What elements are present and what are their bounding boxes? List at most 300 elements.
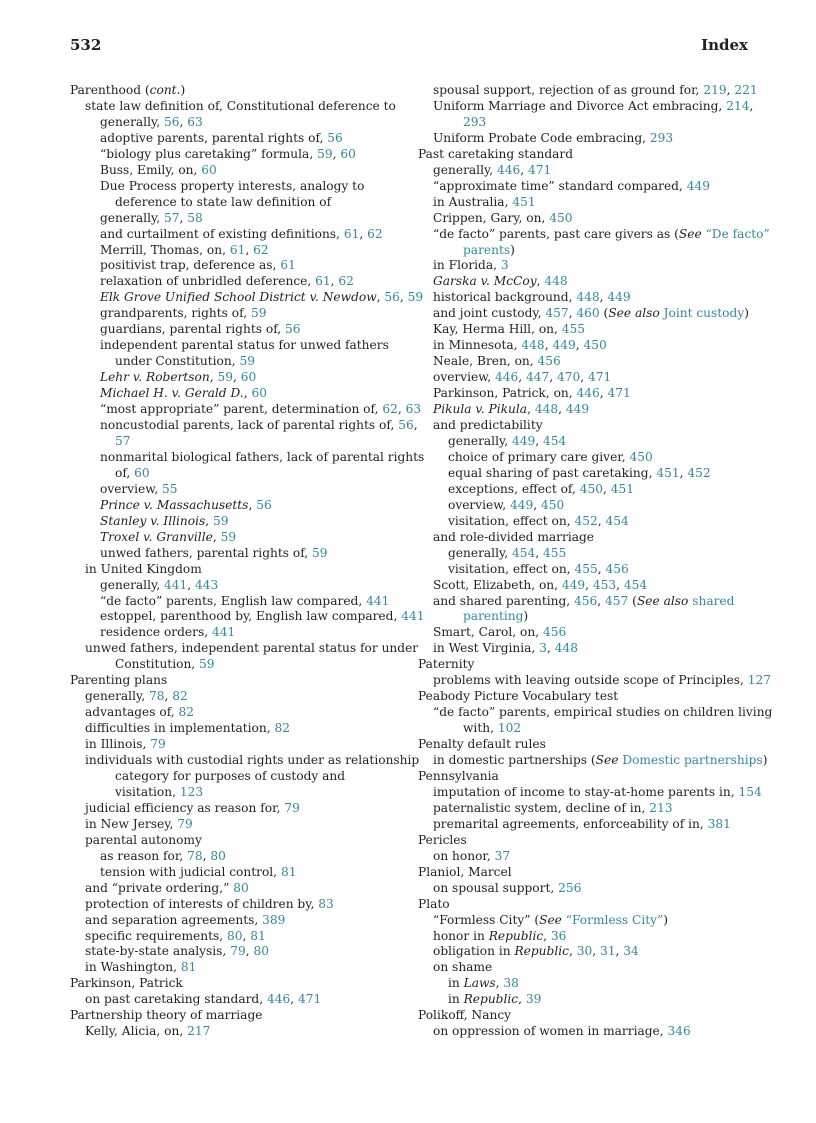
index-entry bbox=[70, 833, 405, 849]
page-reference[interactable]: parenting bbox=[463, 609, 524, 624]
page-reference[interactable]: 79 bbox=[230, 944, 246, 959]
index-entry bbox=[70, 992, 405, 1008]
index-term: of, bbox=[115, 465, 135, 480]
index-term: Partnership theory of marriage bbox=[70, 1008, 263, 1023]
page-reference[interactable]: 123 bbox=[179, 784, 204, 799]
page-reference[interactable]: 455 bbox=[543, 545, 567, 560]
index-term: , bbox=[245, 242, 254, 257]
index-entry bbox=[70, 689, 405, 705]
page-header bbox=[70, 36, 748, 56]
index-term: , bbox=[397, 402, 406, 417]
index-term-italic: Pikula v. Pikula bbox=[433, 402, 528, 417]
index-term: protection of interests of children by, bbox=[85, 896, 319, 911]
page-reference[interactable]: 450 bbox=[629, 449, 653, 464]
index-term: in Washington, bbox=[85, 960, 181, 975]
index-term: “de facto” parents, English law compared, bbox=[100, 593, 367, 608]
index-term: , bbox=[597, 513, 606, 528]
index-term: independent parental status for unwed fathers bbox=[100, 338, 389, 353]
page-reference[interactable]: “De facto” bbox=[705, 226, 770, 241]
page-reference[interactable]: 213 bbox=[649, 800, 673, 815]
index-term: overview, bbox=[448, 497, 510, 512]
index-term-italic: Troxel v. Granville bbox=[100, 529, 213, 544]
page-reference[interactable]: 456 bbox=[605, 561, 629, 576]
page-reference[interactable]: “Formless City” bbox=[565, 912, 664, 927]
index-term: specific requirements, bbox=[85, 928, 227, 943]
page-reference[interactable]: 451 bbox=[610, 481, 635, 496]
page-reference[interactable]: 83 bbox=[318, 896, 334, 911]
index-term: , bbox=[290, 992, 298, 1007]
index-term: premarital agreements, enforceability of in, bbox=[433, 816, 708, 831]
index-term: on past caretaking standard, bbox=[85, 992, 267, 1007]
index-entry bbox=[70, 721, 405, 737]
index-term: ( bbox=[628, 593, 637, 608]
index-term: obligation in bbox=[433, 944, 515, 959]
page-reference[interactable]: 62 bbox=[338, 274, 354, 289]
page-reference[interactable]: 59 bbox=[213, 513, 229, 528]
page-reference[interactable]: 59 bbox=[317, 146, 333, 161]
page-reference[interactable]: 37 bbox=[494, 848, 511, 863]
index-term: , bbox=[212, 529, 221, 544]
index-term: adoptive parents, parental rights of, bbox=[100, 130, 328, 145]
page-reference[interactable]: 60 bbox=[134, 465, 150, 480]
page-reference[interactable]: 256 bbox=[558, 880, 582, 895]
index-column-right bbox=[418, 83, 773, 1040]
index-term: , bbox=[518, 370, 527, 385]
page-reference[interactable]: 31 bbox=[599, 944, 616, 959]
index-entry bbox=[418, 673, 772, 689]
index-entry bbox=[418, 147, 758, 163]
page-reference[interactable]: 34 bbox=[623, 944, 639, 959]
page-reference[interactable]: 56 bbox=[327, 130, 343, 145]
index-entry bbox=[70, 944, 405, 960]
index-entry bbox=[70, 1008, 405, 1024]
index-entry bbox=[418, 865, 758, 881]
page-reference[interactable]: 471 bbox=[607, 386, 631, 401]
page-reference[interactable]: 452 bbox=[574, 513, 598, 528]
index-term: state law definition of, Constitutional deference to bbox=[85, 98, 396, 113]
page-reference[interactable]: 60 bbox=[240, 370, 257, 385]
index-term: Scott, Elizabeth, on, bbox=[433, 577, 562, 592]
page-reference[interactable]: Joint custody bbox=[663, 306, 745, 321]
index-term: and joint custody, bbox=[433, 306, 546, 321]
page-reference[interactable]: 3 bbox=[500, 258, 509, 273]
index-term: as reason for, bbox=[100, 848, 188, 863]
index-entry bbox=[70, 849, 405, 865]
page-reference[interactable]: 62 bbox=[253, 242, 269, 257]
index-term: and separation agreements, bbox=[85, 912, 263, 927]
index-term: , bbox=[520, 162, 528, 177]
page-reference[interactable]: 79 bbox=[284, 800, 300, 815]
page-reference[interactable]: 102 bbox=[497, 721, 522, 736]
page-reference[interactable]: 57 bbox=[115, 433, 131, 448]
page-reference[interactable]: 127 bbox=[747, 673, 772, 688]
index-entry bbox=[418, 195, 758, 211]
index-entry bbox=[418, 99, 758, 115]
index-entry bbox=[418, 913, 758, 929]
index-term: under Constitution, bbox=[115, 354, 240, 369]
page-reference[interactable]: 448 bbox=[544, 274, 568, 289]
index-term: in Illinois, bbox=[85, 737, 151, 752]
page-reference[interactable]: 62 bbox=[367, 226, 383, 241]
index-entry bbox=[70, 897, 405, 913]
page-reference[interactable]: 30 bbox=[576, 944, 593, 959]
page-reference[interactable]: 446 bbox=[266, 992, 291, 1007]
index-entry bbox=[418, 163, 758, 179]
page-reference[interactable]: 79 bbox=[150, 737, 166, 752]
page-reference[interactable]: 457 bbox=[545, 306, 569, 321]
index-entry bbox=[418, 594, 758, 610]
index-entry bbox=[70, 338, 405, 354]
page-reference[interactable]: 451 bbox=[656, 465, 680, 480]
page-reference[interactable]: 454 bbox=[605, 513, 629, 528]
index-term-italic: Laws bbox=[463, 976, 496, 991]
page-reference[interactable]: 456 bbox=[542, 625, 567, 640]
page-reference[interactable]: 59 bbox=[407, 290, 424, 305]
index-term: generally, bbox=[433, 162, 497, 177]
index-entry bbox=[70, 227, 405, 243]
page-reference[interactable]: 346 bbox=[667, 1024, 691, 1039]
page-reference[interactable]: 471 bbox=[528, 162, 552, 177]
index-term: Merrill, Thomas, on, bbox=[100, 242, 230, 257]
page-reference[interactable]: 80 bbox=[233, 880, 249, 895]
index-column-left bbox=[70, 83, 425, 1040]
index-term: Pennsylvania bbox=[418, 768, 499, 783]
index-term: ) bbox=[762, 753, 768, 768]
page-reference[interactable]: 457 bbox=[605, 593, 629, 608]
index-entry bbox=[70, 881, 405, 897]
index-entry bbox=[418, 944, 758, 960]
index-term: “Formless City” ( bbox=[433, 912, 540, 927]
index-term: ) bbox=[744, 306, 749, 321]
page-reference[interactable]: 454 bbox=[511, 545, 536, 560]
index-entry bbox=[70, 609, 425, 625]
page-number: 532 bbox=[70, 36, 102, 54]
index-entry bbox=[70, 99, 405, 115]
index-term: Polikoff, Nancy bbox=[418, 1008, 512, 1023]
index-term: Paternity bbox=[418, 657, 475, 672]
page-reference[interactable]: 441 bbox=[401, 609, 425, 624]
index-term-italic: See bbox=[678, 226, 702, 241]
page-reference[interactable]: 389 bbox=[262, 912, 286, 927]
index-term: , bbox=[248, 497, 257, 512]
page-reference[interactable]: 449 bbox=[607, 290, 631, 305]
page-reference[interactable]: 63 bbox=[187, 114, 203, 129]
page-reference[interactable]: 63 bbox=[405, 402, 422, 417]
index-term: , bbox=[495, 976, 504, 991]
page-reference[interactable]: 471 bbox=[297, 992, 322, 1007]
page-reference[interactable]: 3 bbox=[539, 641, 547, 656]
page-reference[interactable]: 449 bbox=[686, 178, 710, 193]
index-entry bbox=[418, 514, 758, 530]
page-reference[interactable]: 447 bbox=[526, 370, 550, 385]
index-entry bbox=[418, 115, 758, 131]
page-reference[interactable]: 56 bbox=[163, 114, 180, 129]
page-reference[interactable]: 453 bbox=[592, 577, 617, 592]
page-reference[interactable]: 58 bbox=[187, 210, 203, 225]
index-term: , bbox=[749, 98, 754, 113]
page-reference[interactable]: 448 bbox=[534, 402, 559, 417]
index-term: unwed fathers, independent parental status for under bbox=[85, 641, 419, 656]
index-entry bbox=[70, 594, 405, 610]
page-reference[interactable]: 81 bbox=[250, 928, 266, 943]
index-term: on oppression of women in marriage, bbox=[433, 1024, 668, 1039]
index-term: ) bbox=[510, 242, 515, 257]
index-entry bbox=[418, 817, 758, 833]
index-term: in domestic partnerships ( bbox=[433, 753, 596, 768]
page-reference[interactable]: 456 bbox=[574, 593, 598, 608]
page-reference[interactable]: 80 bbox=[226, 928, 243, 943]
page-reference[interactable]: 59 bbox=[199, 657, 215, 672]
page-reference[interactable]: 456 bbox=[537, 354, 561, 369]
index-term: , bbox=[245, 944, 254, 959]
index-term: Kelly, Alicia, on, bbox=[85, 1024, 188, 1039]
index-term: Uniform Marriage and Divorce Act embracing, bbox=[433, 98, 727, 113]
index-term: generally, bbox=[85, 689, 149, 704]
page-reference[interactable]: 450 bbox=[579, 481, 604, 496]
index-term-italic: Prince v. Massachusetts bbox=[100, 497, 249, 512]
index-term: generally, bbox=[448, 433, 512, 448]
index-term: , bbox=[597, 593, 606, 608]
index-entry bbox=[418, 753, 768, 769]
index-term: in Florida, bbox=[433, 258, 501, 273]
index-term: in West Virginia, bbox=[433, 641, 540, 656]
page-reference[interactable]: shared bbox=[692, 593, 735, 608]
index-entry bbox=[418, 179, 758, 195]
page-reference[interactable]: 38 bbox=[503, 976, 519, 991]
index-term: equal sharing of past caretaking, bbox=[448, 465, 657, 480]
index-term: , bbox=[726, 83, 735, 97]
index-term: , bbox=[533, 497, 542, 512]
index-entry bbox=[418, 721, 758, 737]
index-entry bbox=[418, 801, 758, 817]
index-entry bbox=[418, 370, 758, 386]
index-term: , bbox=[535, 433, 543, 448]
index-term: Plato bbox=[418, 896, 450, 911]
page-reference[interactable]: 449 bbox=[561, 577, 586, 592]
page-reference[interactable]: 455 bbox=[561, 322, 586, 337]
index-entry bbox=[418, 258, 758, 274]
index-entry bbox=[70, 705, 405, 721]
page-reference[interactable]: 451 bbox=[512, 194, 536, 209]
index-term: and predictability bbox=[433, 418, 543, 433]
page-reference[interactable]: 450 bbox=[583, 338, 607, 353]
page-reference[interactable]: 441 bbox=[163, 577, 188, 592]
index-term: ) bbox=[523, 609, 529, 624]
page-reference[interactable]: 446 bbox=[495, 370, 519, 385]
index-term: , bbox=[597, 561, 606, 576]
page-reference[interactable]: 56 bbox=[384, 290, 400, 305]
page-reference[interactable]: 460 bbox=[576, 306, 600, 321]
index-term: , bbox=[558, 402, 566, 417]
index-entry bbox=[418, 226, 770, 243]
index-entry bbox=[418, 1008, 758, 1024]
index-term: positivist trap, deference as, bbox=[100, 258, 281, 273]
index-term: and “private ordering,” bbox=[85, 880, 234, 895]
index-term-italic: See also bbox=[608, 306, 660, 321]
index-term: “approximate time” standard compared, bbox=[433, 178, 687, 193]
index-term: generally, bbox=[448, 545, 512, 560]
page-reference[interactable]: 219 bbox=[703, 83, 727, 97]
index-entry bbox=[70, 131, 405, 147]
page-reference[interactable]: 214 bbox=[726, 98, 750, 113]
index-entry bbox=[418, 354, 758, 370]
index-entry bbox=[70, 466, 405, 482]
page-reference[interactable]: 471 bbox=[588, 370, 612, 385]
index-term: Buss, Emily, on, bbox=[100, 162, 202, 177]
page-reference[interactable]: 80 bbox=[253, 944, 269, 959]
page-reference[interactable]: 81 bbox=[280, 864, 297, 879]
page-reference[interactable]: 80 bbox=[210, 848, 226, 863]
index-entry bbox=[70, 83, 405, 99]
page-reference[interactable]: 441 bbox=[366, 593, 390, 608]
index-entry bbox=[70, 434, 405, 450]
page-reference[interactable]: 448 bbox=[521, 338, 545, 353]
page-reference[interactable]: 79 bbox=[177, 816, 193, 831]
index-term: in Minnesota, bbox=[433, 338, 522, 353]
page-reference[interactable]: 443 bbox=[195, 577, 219, 592]
page-reference[interactable]: 59 bbox=[217, 370, 233, 385]
index-term: , bbox=[413, 418, 418, 433]
index-entry bbox=[418, 434, 758, 450]
index-entry bbox=[70, 753, 420, 769]
index-entry bbox=[70, 929, 405, 945]
page-reference[interactable]: 449 bbox=[565, 402, 590, 417]
index-term: , bbox=[179, 114, 188, 129]
page-reference[interactable]: 446 bbox=[576, 386, 600, 401]
page-reference[interactable]: 61 bbox=[315, 274, 331, 289]
index-entry bbox=[418, 386, 758, 402]
page-reference[interactable]: 56 bbox=[256, 497, 272, 512]
index-entry bbox=[70, 274, 405, 290]
page-reference[interactable]: 449 bbox=[511, 433, 536, 448]
index-term-italic: Garska v. McCoy bbox=[433, 274, 537, 289]
index-term: residence orders, bbox=[100, 625, 212, 640]
page-reference[interactable]: 60 bbox=[340, 146, 356, 161]
index-entry bbox=[418, 322, 758, 338]
page-reference[interactable]: 441 bbox=[211, 625, 236, 640]
page-reference[interactable]: 454 bbox=[543, 433, 567, 448]
index-entry bbox=[70, 817, 405, 833]
page-reference[interactable]: 82 bbox=[172, 689, 188, 704]
index-term: , bbox=[179, 210, 188, 225]
page-reference[interactable]: 61 bbox=[280, 258, 296, 273]
page-reference[interactable]: 293 bbox=[649, 130, 674, 145]
index-entry bbox=[418, 562, 758, 578]
index-term: ) bbox=[180, 83, 186, 97]
page-reference[interactable]: 454 bbox=[623, 577, 648, 592]
index-term: difficulties in implementation, bbox=[85, 721, 275, 736]
page-reference[interactable]: Domestic partnerships bbox=[622, 753, 763, 768]
page-reference[interactable]: 59 bbox=[220, 529, 237, 544]
index-entry bbox=[418, 578, 758, 594]
index-term-italic: Republic bbox=[514, 944, 569, 959]
page-reference[interactable]: 446 bbox=[496, 162, 521, 177]
page-reference[interactable]: 61 bbox=[229, 242, 246, 257]
page-reference[interactable]: 36 bbox=[550, 928, 567, 943]
page-reference[interactable]: 56 bbox=[285, 322, 301, 337]
page-reference[interactable]: 221 bbox=[734, 83, 758, 97]
page-reference[interactable]: 450 bbox=[541, 497, 565, 512]
page-reference[interactable]: 59 bbox=[312, 545, 328, 560]
page-reference[interactable]: 78 bbox=[187, 848, 203, 863]
page-reference[interactable]: 78 bbox=[148, 689, 165, 704]
page-reference[interactable]: 449 bbox=[552, 338, 576, 353]
page-reference[interactable]: 154 bbox=[738, 784, 762, 799]
index-term: visitation, effect on, bbox=[448, 561, 575, 576]
page-reference[interactable]: 57 bbox=[163, 210, 180, 225]
page-reference[interactable]: 293 bbox=[463, 114, 487, 129]
index-term: , bbox=[330, 274, 339, 289]
index-entry bbox=[70, 179, 405, 195]
page-reference[interactable]: 60 bbox=[201, 162, 217, 177]
index-entry bbox=[70, 1024, 405, 1040]
page-reference[interactable]: 60 bbox=[251, 386, 267, 401]
page-reference[interactable]: 448 bbox=[554, 641, 578, 656]
index-term: generally, bbox=[100, 114, 164, 129]
index-term: , bbox=[205, 513, 214, 528]
index-term: , bbox=[585, 577, 593, 592]
index-term: , bbox=[332, 146, 341, 161]
index-term: Smart, Carol, on, bbox=[433, 625, 543, 640]
page-reference[interactable]: 62 bbox=[382, 402, 398, 417]
index-term: in bbox=[448, 976, 464, 991]
page-reference[interactable]: 217 bbox=[187, 1024, 211, 1039]
index-term: overview, bbox=[100, 481, 162, 496]
page-reference[interactable]: 452 bbox=[687, 465, 711, 480]
index-entry bbox=[70, 625, 405, 641]
index-entry bbox=[418, 689, 758, 705]
page-reference[interactable]: 449 bbox=[510, 497, 534, 512]
index-entry bbox=[418, 1024, 758, 1040]
index-entry bbox=[418, 881, 758, 897]
index-term: , bbox=[616, 577, 624, 592]
page-reference[interactable]: parents bbox=[463, 242, 511, 257]
index-entry bbox=[70, 578, 405, 594]
index-term: , bbox=[679, 465, 688, 480]
page-reference[interactable]: 448 bbox=[576, 290, 600, 305]
index-term: Parkinson, Patrick, on, bbox=[433, 386, 577, 401]
page-reference[interactable]: 56 bbox=[398, 418, 414, 433]
index-term: “de facto” parents, past care givers as ( bbox=[433, 226, 679, 241]
index-term: , bbox=[187, 577, 195, 592]
page-reference[interactable]: 470 bbox=[557, 370, 581, 385]
index-term: “most appropriate” parent, determination of, bbox=[100, 402, 383, 417]
index-entry bbox=[70, 370, 405, 386]
page-reference[interactable]: 450 bbox=[549, 210, 573, 225]
index-entry bbox=[70, 514, 405, 530]
page-reference[interactable]: 455 bbox=[574, 561, 598, 576]
page-reference[interactable]: 82 bbox=[274, 721, 290, 736]
index-entry bbox=[70, 354, 405, 370]
index-entry bbox=[70, 769, 405, 785]
index-term: honor in bbox=[433, 928, 489, 943]
page-reference[interactable]: 61 bbox=[343, 226, 360, 241]
index-term: on honor, bbox=[433, 848, 495, 863]
index-entry bbox=[418, 131, 758, 147]
index-term: ) bbox=[663, 912, 669, 927]
page-reference[interactable]: 59 bbox=[250, 306, 267, 321]
page-reference[interactable]: 82 bbox=[178, 705, 195, 720]
page-reference[interactable]: 39 bbox=[525, 992, 542, 1007]
index-entry bbox=[70, 211, 405, 227]
index-term: historical background, bbox=[433, 290, 577, 305]
index-term: and shared parenting, bbox=[433, 593, 575, 608]
page-reference[interactable]: 381 bbox=[707, 816, 731, 831]
page-reference[interactable]: 59 bbox=[239, 354, 255, 369]
page-reference[interactable]: 55 bbox=[162, 481, 178, 496]
index-term: generally, bbox=[100, 577, 164, 592]
page-reference[interactable]: 81 bbox=[180, 960, 197, 975]
